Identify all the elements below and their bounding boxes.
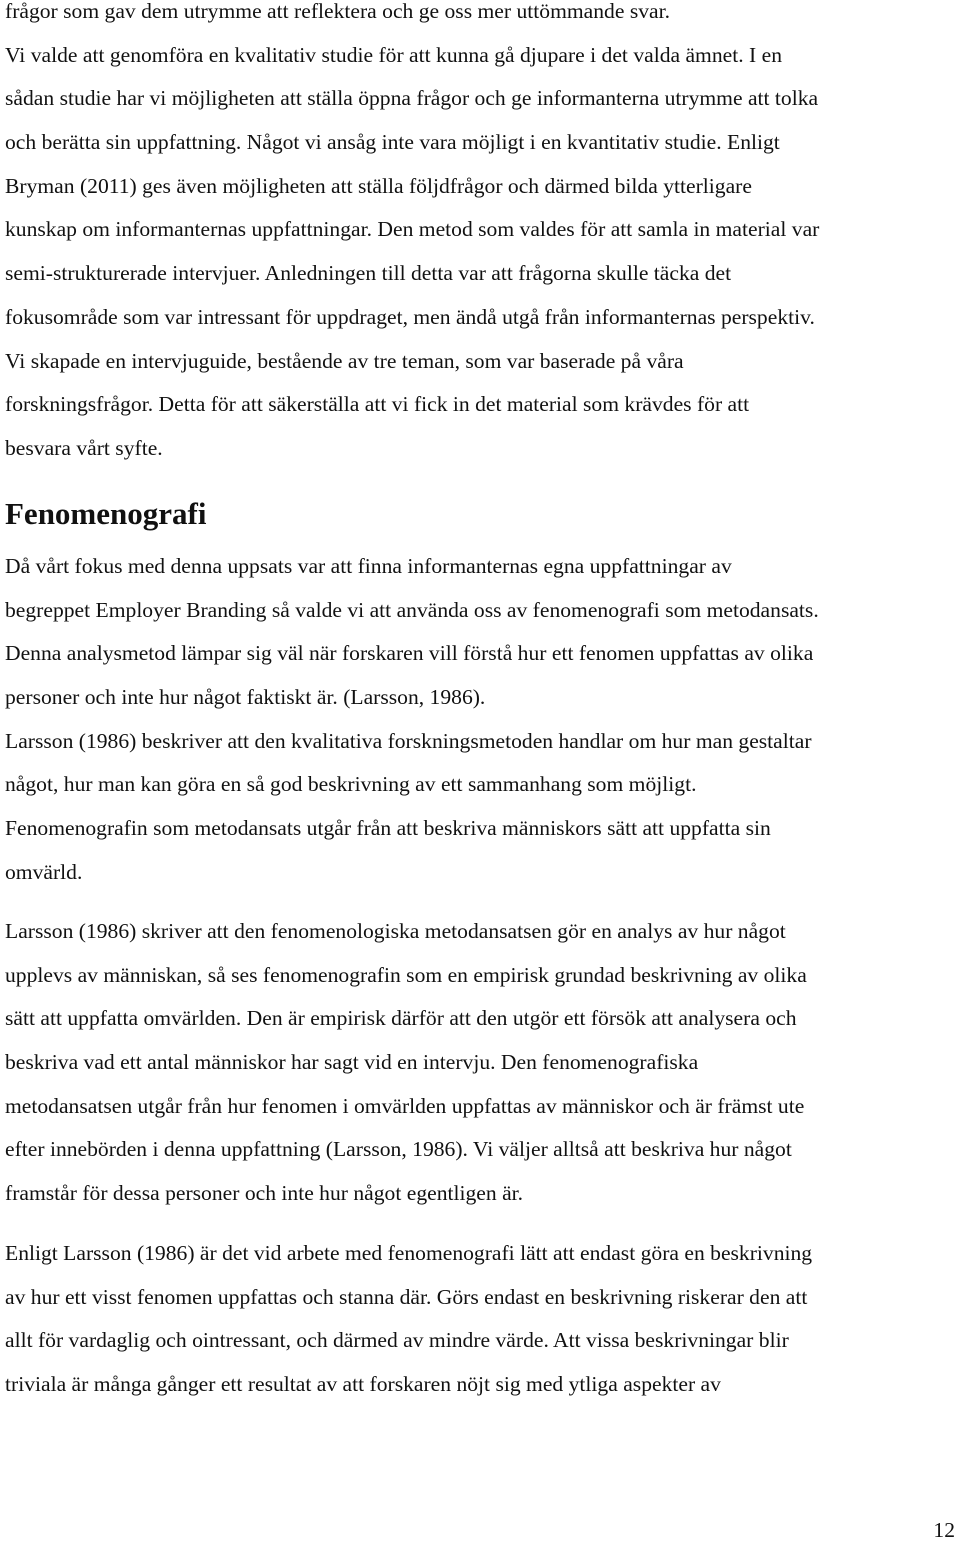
intro-paragraph xyxy=(5,0,960,471)
text-line: sätt att uppfatta omvärlden. Den är empirisk därför att den utgör ett försök att analysera och xyxy=(5,1006,797,1031)
text-line: omvärld. xyxy=(5,859,83,884)
text-line: triviala är många gånger ett resultat av att forskaren nöjt sig med ytliga aspekter av xyxy=(5,1372,721,1397)
text-line: Denna analysmetod lämpar sig väl när forskaren vill förstå hur ett fenomen uppfattas av olika xyxy=(5,641,814,666)
text-line: Larsson (1986) skriver att den fenomenologiska metodansatsen gör en analys av hur något xyxy=(5,919,786,943)
text-line: efter innebörden i denna uppfattning (Larsson, 1986). Vi väljer alltså att beskriva hur något xyxy=(5,1137,792,1162)
text-line: Vi skapade en intervjuguide, bestående av tre teman, som var baserade på våra xyxy=(5,348,684,373)
text-line: framstår för dessa personer och inte hur något egentligen är. xyxy=(5,1181,524,1206)
section-heading: Fenomenografi xyxy=(5,496,207,531)
page-number: 12 xyxy=(933,1518,955,1542)
text-line: kunskap om informanternas uppfattningar. Den metod som valdes för att samla in material var xyxy=(5,217,820,242)
text-line: forskningsfrågor. Detta för att säkerställa att vi fick in det material som krävdes för att xyxy=(5,392,750,417)
paragraph-fenomenografi-1 xyxy=(5,545,960,895)
text-line: begreppet Employer Branding så valde vi att använda oss av fenomenografi som metodansats. xyxy=(5,597,819,622)
text-line: Fenomenografin som metodansats utgår från att beskriva människors sätt att uppfatta sin xyxy=(5,816,771,841)
text-line: besvara vårt syfte. xyxy=(5,435,163,460)
paragraph-fenomenografi-2 xyxy=(5,910,960,1216)
text-line: semi-strukturerade intervjuer. Anledningen till detta var att frågorna skulle täcka det xyxy=(5,261,732,286)
text-line: Bryman (2011) ges även möjligheten att ställa följdfrågor och därmed bilda ytterligare xyxy=(5,173,752,198)
text-line: beskriva vad ett antal människor har sagt vid en intervju. Den fenomenografiska xyxy=(5,1050,699,1075)
paragraph-fenomenografi-3 xyxy=(5,1232,960,1407)
text-line: Då vårt fokus med denna uppsats var att finna informanternas egna uppfattningar av xyxy=(5,554,732,578)
text-line: Enligt Larsson (1986) är det vid arbete med fenomenografi lätt att endast göra en beskrivning xyxy=(5,1241,813,1265)
text-line: metodansatsen utgår från hur fenomen i omvärlden uppfattas av människor och är främst ute xyxy=(5,1093,805,1118)
text-line: sådan studie har vi möjligheten att ställa öppna frågor och ge informanterna utrymme att tolka xyxy=(5,86,819,111)
text-line: allt för vardaglig och ointressant, och därmed av mindre värde. Att vissa beskrivningar blir xyxy=(5,1328,789,1353)
text-line: Larsson (1986) beskriver att den kvalitativa forskningsmetoden handlar om hur man gestaltar xyxy=(5,728,812,753)
text-line: personer och inte hur något faktiskt är. (Larsson, 1986). xyxy=(5,685,486,710)
text-line: fokusområde som var intressant för uppdraget, men ändå utgå från informanternas perspektiv. xyxy=(5,304,815,329)
text-line: av hur ett visst fenomen uppfattas och stanna där. Görs endast en beskrivning riskerar den att xyxy=(5,1284,808,1309)
text-line: något, hur man kan göra en så god beskrivning av ett sammanhang som möjligt. xyxy=(5,772,697,797)
text-line: upplevs av människan, så ses fenomenografin som en empirisk grundad beskrivning av olika xyxy=(5,962,807,987)
text-line: Vi valde att genomföra en kvalitativ studie för att kunna gå djupare i det valda ämnet. I en xyxy=(5,42,783,67)
text-line: och berätta sin uppfattning. Något vi ansåg inte vara möjligt i en kvantitativ studie. Enligt xyxy=(5,130,780,155)
text-line: frågor som gav dem utrymme att reflektera och ge oss mer uttömmande svar. xyxy=(5,0,670,23)
